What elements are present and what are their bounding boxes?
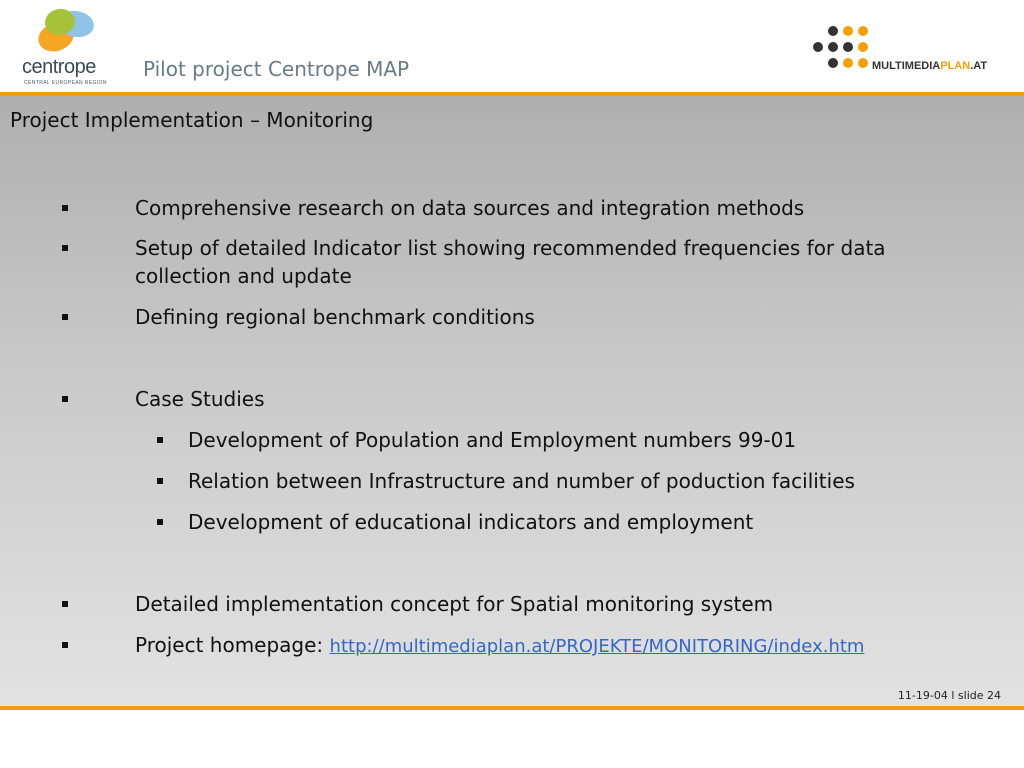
bullet-marker bbox=[62, 642, 68, 648]
sub-bullet-item: Relation between Infrastructure and number of poduction facilities bbox=[188, 469, 855, 493]
page-title: Pilot project Centrope MAP bbox=[143, 57, 410, 81]
bullet-item: Comprehensive research on data sources and integration methods bbox=[135, 196, 805, 220]
logo-dot bbox=[858, 42, 868, 52]
homepage-link[interactable]: http://multimediaplan.at/PROJEKTE/MONITORING/index.htm bbox=[329, 636, 865, 657]
brand-text bbox=[872, 60, 987, 72]
sub-bullet-marker bbox=[157, 437, 163, 443]
bullet-marker bbox=[62, 396, 68, 402]
logo-dot bbox=[828, 58, 838, 68]
footer-divider bbox=[0, 706, 1024, 710]
bullet-item: Detailed implementation concept for Spatial monitoring system bbox=[135, 592, 774, 616]
bullet-marker bbox=[62, 314, 68, 320]
sub-bullet-marker bbox=[157, 478, 163, 484]
sub-bullet-marker bbox=[157, 519, 163, 525]
bullet-item: Setup of detailed Indicator list showing recommended frequencies for data collection and update bbox=[135, 236, 886, 288]
bullet-item: Case Studies bbox=[135, 387, 265, 411]
logo-dot bbox=[828, 26, 838, 36]
bullet-marker bbox=[62, 205, 68, 211]
logo-dot bbox=[828, 42, 838, 52]
bullet-marker bbox=[62, 601, 68, 607]
multimediaplan-logo bbox=[810, 24, 1010, 74]
logo-dot bbox=[843, 42, 853, 52]
brand-suffix: .AT bbox=[970, 60, 988, 72]
bullet-marker bbox=[62, 245, 68, 251]
bullet-item: Defining regional benchmark conditions bbox=[135, 305, 535, 329]
slide-number: 11-19-04 l slide 24 bbox=[897, 689, 1001, 702]
homepage-label: Project homepage: bbox=[135, 633, 324, 657]
centrope-logo-icon bbox=[18, 4, 118, 56]
section-title: Project Implementation – Monitoring bbox=[10, 108, 374, 132]
logo-tagline: CENTRAL EUROPEAN REGION bbox=[24, 80, 107, 86]
brand-prefix: MULTIMEDIA bbox=[872, 60, 941, 72]
sub-bullet-item: Development of educational indicators and employment bbox=[188, 510, 754, 534]
centrope-logo bbox=[18, 4, 118, 88]
logo-dot bbox=[858, 26, 868, 36]
bullet-item-homepage bbox=[135, 631, 995, 661]
sub-bullet-item: Development of Population and Employment numbers 99-01 bbox=[188, 428, 797, 452]
logo-dot bbox=[843, 26, 853, 36]
logo-wordmark: centrope bbox=[22, 56, 96, 78]
slide-content bbox=[0, 96, 1024, 706]
logo-dot bbox=[858, 58, 868, 68]
logo-dot bbox=[843, 58, 853, 68]
logo-dot bbox=[813, 42, 823, 52]
slide-header bbox=[0, 0, 1024, 93]
brand-highlight: PLAN bbox=[940, 60, 971, 72]
